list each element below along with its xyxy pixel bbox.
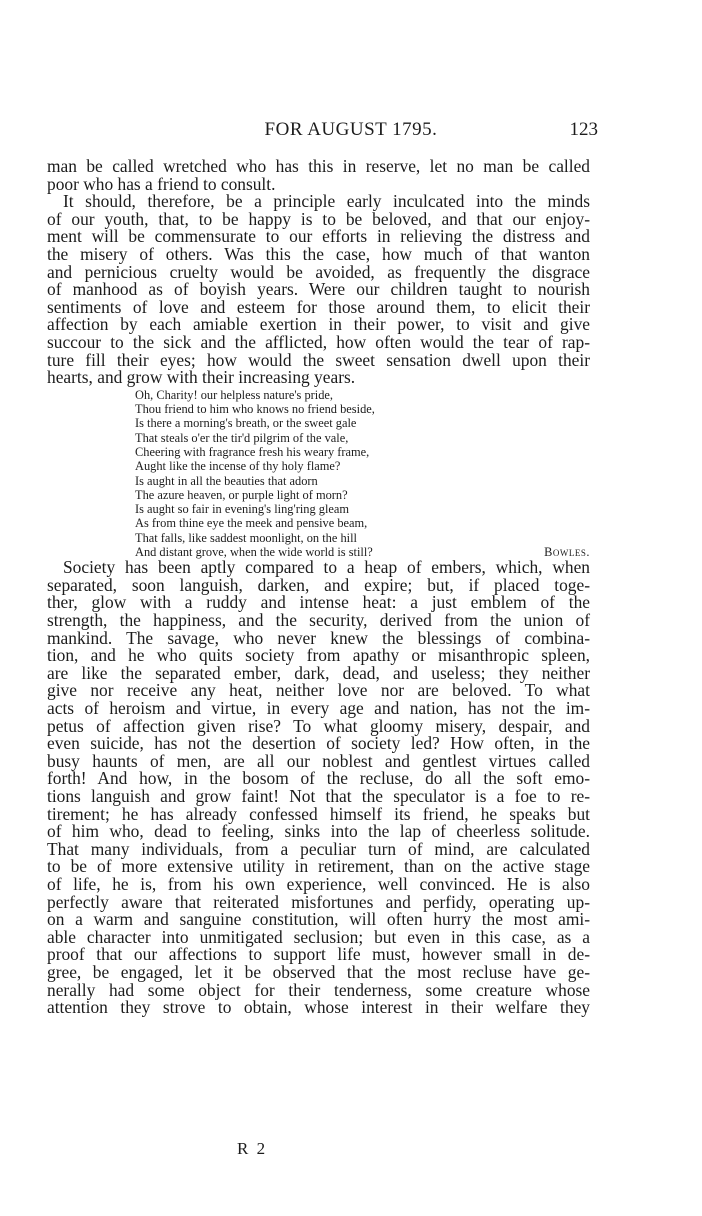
text-line: ment will be commensurate to our efforts in relieving the distress and xyxy=(47,226,590,247)
text-line: It should, therefore, be a principle early inculcated into the minds xyxy=(63,191,590,212)
paragraph-society xyxy=(47,559,590,1016)
text-line: perfectly aware that reiterated misfortunes and perfidy, operating up- xyxy=(47,891,590,912)
text-line: mankind. The savage, who never knew the blessings of combina- xyxy=(47,627,590,648)
text-line: hearts, and grow with their increasing years. xyxy=(47,367,356,388)
text-line: and pernicious cruelty would be avoided, as frequently the disgrace xyxy=(47,261,590,282)
poem-line: The azure heaven, or purple light of morn? xyxy=(135,487,348,502)
text-line: to be of more extensive utility in retirement, than on the active stage xyxy=(47,856,590,877)
text-line: forth! And how, in the bosom of the recluse, do all the soft emo- xyxy=(47,768,590,789)
running-head: FOR AUGUST 1795. xyxy=(264,119,438,140)
text-line: tirement; he has already confessed himself its friend, he speaks but xyxy=(47,803,590,824)
poem-attribution: Bowles. xyxy=(544,544,590,559)
text-line: the misery of others. Was this the case, how much of that wanton xyxy=(47,243,590,264)
text-line: of him who, dead to feeling, sinks into the lap of cheerless solitude. xyxy=(47,821,590,842)
poem-line: Thou friend to him who knows no friend beside, xyxy=(135,402,375,417)
text-line: ture fill their eyes; how would the sweet sensation dwell upon their xyxy=(47,349,590,370)
paragraph-charity xyxy=(47,193,590,387)
text-line: acts of heroism and virtue, in every age and nation, has not the im- xyxy=(47,698,590,719)
poem-line: Oh, Charity! our helpless nature's pride, xyxy=(135,387,334,402)
text-line: give nor receive any heat, neither love nor are beloved. To what xyxy=(47,680,590,701)
poem-line: And distant grove, when the wide world is still? xyxy=(135,544,373,559)
text-line: tions languish and grow faint! Not that the speculator is a foe to re- xyxy=(47,786,590,806)
text-line: even suicide, has not the desertion of society led? How often, in the xyxy=(47,733,590,754)
poem-quotation xyxy=(135,388,590,560)
text-line: busy haunts of men, are all our noblest and gentlest virtues called xyxy=(47,750,590,771)
text-line: sentiments of love and esteem for those around them, to elicit their xyxy=(47,296,590,317)
paragraph-continued xyxy=(47,158,590,193)
text-line: are like the separated ember, dark, dead, and useless; they neither xyxy=(47,662,590,683)
text-line: of our youth, that, to be happy is to be beloved, and that our enjoy- xyxy=(47,208,590,229)
poem-line: That steals o'er the tir'd pilgrim of the vale, xyxy=(135,430,349,445)
text-line: Society has been aptly compared to a heap of embers, which, when xyxy=(63,557,590,578)
body-text xyxy=(47,158,590,1017)
text-line: gree, be engaged, let it be observed that the most recluse have ge- xyxy=(47,961,590,982)
text-line: poor who has a friend to consult. xyxy=(47,173,276,194)
text-line: separated, soon languish, darken, and expire; but, if placed toge- xyxy=(47,574,590,595)
text-line: attention they strove to obtain, whose interest in their welfare they xyxy=(47,997,590,1018)
poem-line: Is aught in all the beauties that adorn xyxy=(135,473,318,488)
poem-line: Is there a morning's breath, or the sweet gale xyxy=(135,416,357,431)
text-line: proof that our affections to support life must, however small in de- xyxy=(47,944,590,965)
poem-line: Is aught so fair in evening's ling'ring gleam xyxy=(135,502,350,517)
poem-line: That falls, like saddest moonlight, on the hill xyxy=(135,530,357,545)
text-line: tion, and he who quits society from apathy or misanthropic spleen, xyxy=(47,645,590,666)
text-line: affection by each amiable exertion in their power, to visit and give xyxy=(47,314,590,335)
text-line: succour to the sick and the afflicted, how often would the tear of rap- xyxy=(47,331,590,352)
text-line: petus of affection given rise? To what gloomy misery, despair, and xyxy=(47,715,590,736)
page-number: 123 xyxy=(569,119,598,140)
text-line: That many individuals, from a peculiar turn of mind, are calculated xyxy=(47,838,590,859)
text-line: of manhood as of boyish years. Were our children taught to nourish xyxy=(47,279,590,300)
text-line: of life, he is, from his own experience, well convinced. He is also xyxy=(47,873,590,894)
poem-line: Cheering with fragrance fresh his weary frame, xyxy=(135,444,370,459)
text-line: able character into unmitigated seclusion; but even in this case, as a xyxy=(47,926,590,947)
text-line: ther, glow with a ruddy and intense heat: a just emblem of the xyxy=(47,592,590,613)
poem-line: Aught like the incense of thy holy flame? xyxy=(135,459,341,474)
poem-line: As from thine eye the meek and pensive beam, xyxy=(135,516,368,531)
text-line: nerally had some object for their tenderness, some creature whose xyxy=(47,979,590,1000)
text-line: man be called wretched who has this in reserve, let no man be called xyxy=(47,156,590,176)
text-line: strength, the happiness, and the security, derived from the union of xyxy=(47,610,590,631)
signature-mark: R 2 xyxy=(237,1139,268,1158)
text-line: on a warm and sanguine constitution, will often hurry the most ami- xyxy=(47,909,590,930)
